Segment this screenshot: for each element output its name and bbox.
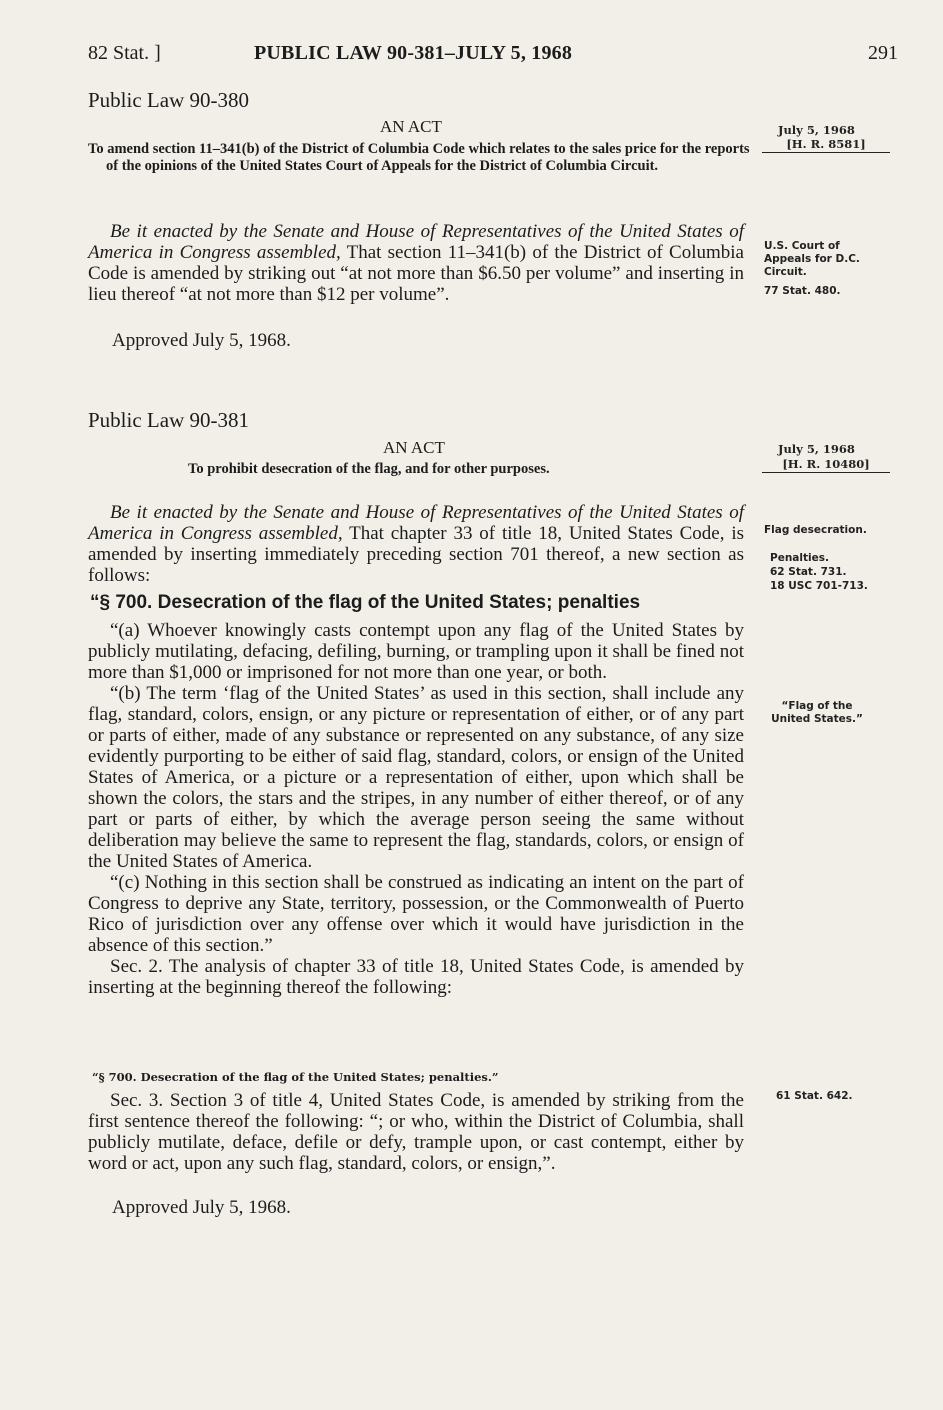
- law2-title: Public Law 90-381: [88, 408, 249, 432]
- section-3: Sec. 3. Section 3 of title 4, United States Code, is amended by striking from the first sentence thereof the following: “; or who, within the District of Columbia, shall publicly mutilate, deface, defile or defy, trample upon, or cast contempt, either by word or act, upon any such flag, standard, colors, or ensign,”.: [88, 1090, 744, 1174]
- law2-margin-flag-desecration: Flag desecration.: [764, 524, 867, 536]
- law1-enacting-clause: [88, 221, 744, 305]
- law1-approved: Approved July 5, 1968.: [112, 330, 291, 351]
- header-title: PUBLIC LAW 90-381–JULY 5, 1968: [254, 42, 573, 64]
- law2-margin-61-stat: 61 Stat. 642.: [776, 1090, 853, 1102]
- law2-margin-62-stat: 62 Stat. 731.: [770, 566, 847, 578]
- law2-section-3-block: [88, 1090, 744, 1174]
- law1-enacting-italic: Be it enacted by the Senate and House of Representatives of the United States of America in Congress assembled,: [88, 221, 744, 263]
- law2-margin-penalties: Penalties.: [770, 552, 829, 564]
- law2-section-text: [88, 620, 744, 998]
- law1-an-act: AN ACT: [380, 117, 442, 136]
- law2-an-act: AN ACT: [383, 438, 445, 457]
- law1-title: Public Law 90-380: [88, 88, 249, 112]
- law1-margin-court: U.S. Court of Appeals for D.C. Circuit.: [764, 240, 860, 278]
- law1-bill: [H. R. 8581]: [762, 138, 890, 153]
- law1-purpose: To amend section 11–341(b) of the District of Columbia Code which relates to the sales price for the reports of the opinions of the United States Court of Appeals for the District of Columbia Circuit.: [88, 141, 750, 174]
- paragraph-a: “(a) Whoever knowingly casts contempt upon any flag of the United States by publicly mutilating, defacing, defiling, burning, or trampling upon it shall be fined not more than $1,000 or imprisoned for not more than one year, or both.: [88, 620, 744, 683]
- law2-enacting-clause: [88, 502, 744, 586]
- page-number: 291: [868, 42, 898, 64]
- law2-date: July 5, 1968: [778, 442, 855, 456]
- running-header: [88, 40, 898, 70]
- section-2: Sec. 2. The analysis of chapter 33 of title 18, United States Code, is amended by inserting at the beginning thereof the following:: [88, 956, 744, 998]
- paragraph-b: “(b) The term ‘flag of the United States’ as used in this section, shall include any flag, standard, colors, ensign, or any picture or representation of either, or of any part or parts of either, made of any substance or represented on any substance, of any size evidently purporting to be either of said flag, standard, colors, or ensign of the United States of America, or a picture or a representation of either, upon which shall be shown the colors, the stars and the stripes, in any number of either thereof, or of any part or parts of either, by which the average person seeing the same without deliberation may believe the same to represent the flag, standards, colors, or ensign of the United States of America.: [88, 683, 744, 872]
- law2-enacting-rest: That chapter 33 of title 18, United States Code, is amended by inserting immediately preceding section 701 thereof, a new section as follows:: [88, 523, 744, 586]
- law2-approved: Approved July 5, 1968.: [112, 1197, 291, 1218]
- analysis-line: “§ 700. Desecration of the flag of the United States; penalties.”: [92, 1070, 499, 1084]
- law2-margin-18-usc: 18 USC 701-713.: [770, 580, 868, 592]
- law1-enacting-rest: That section 11–341(b) of the District of Columbia Code is amended by striking out “at not more than $6.50 per volume” and inserting in lieu thereof “at not more than $12 per volume”.: [88, 242, 744, 305]
- law2-enacting-italic: Be it enacted by the Senate and House of Representatives of the United States of America in Congress assembled,: [88, 502, 744, 544]
- law2-bill: [H. R. 10480]: [762, 458, 890, 473]
- header-statute-volume: 82 Stat. ]: [88, 42, 161, 64]
- law1-margin-stat: 77 Stat. 480.: [764, 285, 841, 297]
- law1-date: July 5, 1968: [778, 123, 855, 137]
- law2-purpose: To prohibit desecration of the flag, and for other purposes.: [188, 461, 550, 477]
- section-700-heading: “§ 700. Desecration of the flag of the United States; penalties: [90, 592, 641, 613]
- law2-margin-flag-definition: “Flag of the United States.”: [771, 700, 863, 725]
- paragraph-c: “(c) Nothing in this section shall be construed as indicating an intent on the part of Congress to deprive any State, territory, possession, or the Commonwealth of Puerto Rico of jurisdiction over any offense over which it would have jurisdiction in the absence of this section.”: [88, 872, 744, 956]
